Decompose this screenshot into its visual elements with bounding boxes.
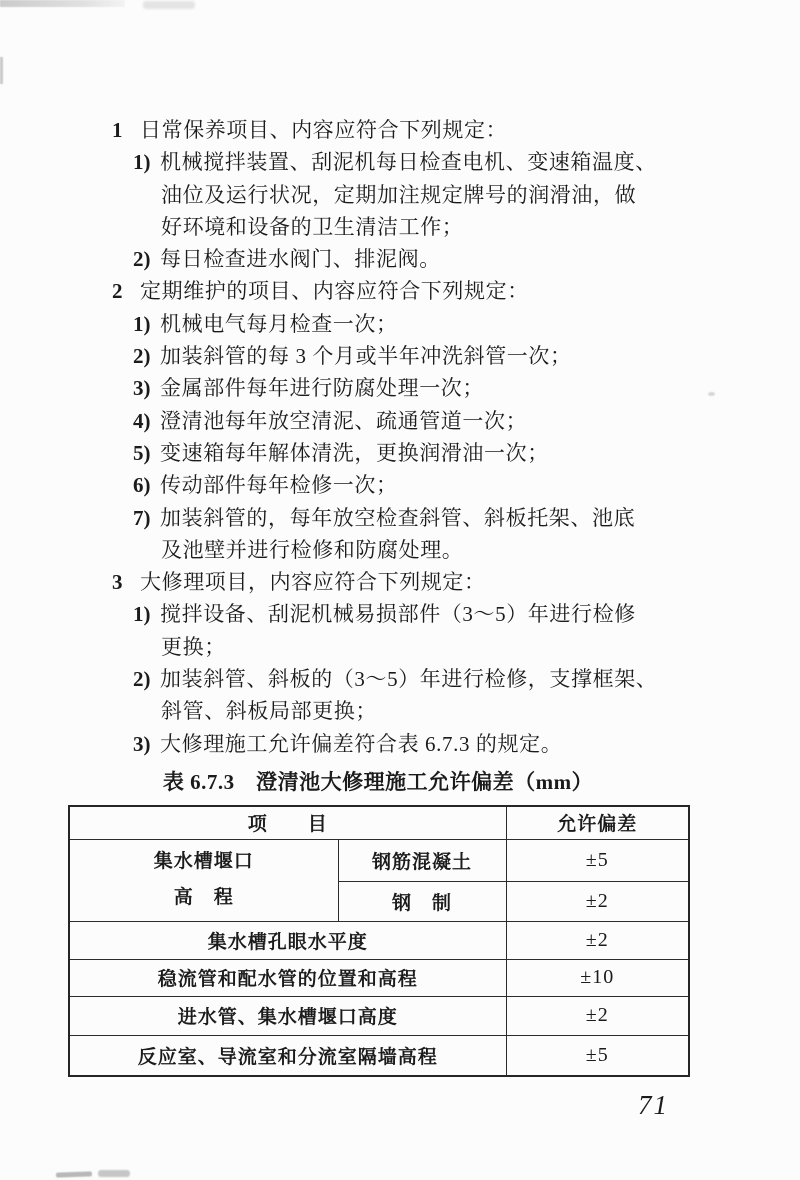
table-cell-sublabel: 钢筋混凝土 (338, 839, 506, 881)
list-marker: 3 (112, 570, 123, 595)
list-marker: 2) (133, 667, 151, 692)
scan-artifact (56, 1171, 92, 1177)
text-line (0, 631, 800, 663)
line-text: 日常保养项目、内容应符合下列规定： (140, 118, 508, 142)
text-line (0, 146, 800, 178)
text-line (0, 534, 800, 566)
table-cell-item: 集水槽孔眼水平度 (69, 921, 506, 959)
line-text: 搅拌设备、刮泥机械易损部件（3～5）年进行检修 (160, 602, 636, 627)
list-marker: 2) (133, 344, 151, 369)
table-header-deviation: 允许偏差 (506, 806, 689, 839)
group-item-line1: 集水槽堰口 (153, 851, 254, 872)
list-marker: 1) (133, 150, 151, 175)
list-marker: 2 (112, 279, 123, 304)
list-marker: 7) (133, 505, 151, 530)
table-cell-deviation: ±2 (506, 881, 689, 921)
line-text: 斜管、斜板局部更换； (161, 699, 377, 724)
text-line (0, 566, 800, 598)
line-text: 好环境和设备的卫生清洁工作； (161, 214, 464, 239)
text-line (0, 243, 800, 275)
text-line (0, 598, 800, 630)
text-line (0, 114, 800, 146)
line-text: 每日检查进水阀门、排泥阀。 (160, 247, 441, 272)
scan-artifact (143, 1, 195, 9)
line-text: 及池壁并进行检修和防腐处理。 (161, 537, 464, 562)
line-text: 定期维护的项目、内容应符合下列规定： (140, 279, 529, 304)
scan-artifact (98, 1170, 130, 1177)
table-cell-deviation: ±5 (506, 1035, 689, 1076)
page-number: 71 (638, 1090, 669, 1120)
text-line (0, 275, 800, 307)
text-line (0, 211, 800, 243)
list-marker: 2) (133, 247, 151, 272)
line-text: 加装斜管的，每年放空检查斜管、斜板托架、池底 (160, 505, 636, 530)
list-marker: 4) (133, 408, 151, 433)
text-line (0, 437, 800, 469)
group-item-line2: 高 程 (173, 887, 234, 908)
list-marker: 5) (133, 440, 151, 465)
text-line (0, 372, 800, 404)
line-text: 大修理项目，内容应符合下列规定： (140, 570, 486, 595)
line-text: 传动部件每年检修一次； (160, 473, 398, 498)
table-cell-deviation: ±2 (506, 996, 689, 1035)
table-cell-group-item (69, 839, 338, 921)
text-line (0, 469, 800, 501)
text-line (0, 179, 800, 211)
list-marker: 1 (112, 118, 123, 142)
text-line (0, 340, 800, 372)
table-cell-deviation: ±2 (506, 921, 689, 959)
line-text: 油位及运行状况，定期加注规定牌号的润滑油，做 (161, 182, 637, 207)
list-marker: 3) (133, 376, 151, 401)
body-text (0, 114, 800, 760)
deviation-table (68, 805, 690, 1077)
table-cell-sublabel: 钢 制 (338, 881, 506, 921)
list-marker: 6) (133, 473, 151, 498)
text-line (0, 405, 800, 437)
text-line (0, 695, 800, 727)
list-marker: 1) (133, 311, 151, 336)
table-cell-item: 进水管、集水槽堰口高度 (69, 996, 506, 1035)
table-cell-item: 稳流管和配水管的位置和高程 (69, 959, 506, 996)
list-marker: 3) (133, 731, 151, 756)
line-text: 加装斜管的每 3 个月或半年冲洗斜管一次； (160, 344, 572, 369)
table-cell-deviation: ±5 (506, 839, 689, 881)
line-text: 机械搅拌装置、刮泥机每日检查电机、变速箱温度、 (160, 150, 657, 175)
line-text: 加装斜管、斜板的（3～5）年进行检修，支撑框架、 (160, 667, 658, 692)
scan-artifact (0, 57, 3, 84)
table-header-item: 项 目 (69, 806, 506, 839)
line-text: 大修理施工允许偏差符合表 6.7.3 的规定。 (160, 731, 563, 756)
text-line (0, 728, 800, 760)
list-marker: 1) (133, 602, 151, 627)
text-line (0, 308, 800, 340)
table-cell-item: 反应室、导流室和分流室隔墙高程 (69, 1035, 506, 1076)
line-text: 更换； (161, 634, 226, 659)
text-line (0, 502, 800, 534)
table-caption: 表 6.7.3 澄清池大修理施工允许偏差（mm） (162, 770, 594, 794)
line-text: 澄清池每年放空清泥、疏通管道一次； (160, 408, 528, 433)
line-text: 变速箱每年解体清洗，更换润滑油一次； (160, 440, 549, 465)
line-text: 金属部件每年进行防腐处理一次； (160, 376, 484, 401)
table-cell-deviation: ±10 (506, 959, 689, 996)
scan-artifact (0, 0, 125, 7)
line-text: 机械电气每月检查一次； (160, 311, 398, 336)
text-line (0, 663, 800, 695)
